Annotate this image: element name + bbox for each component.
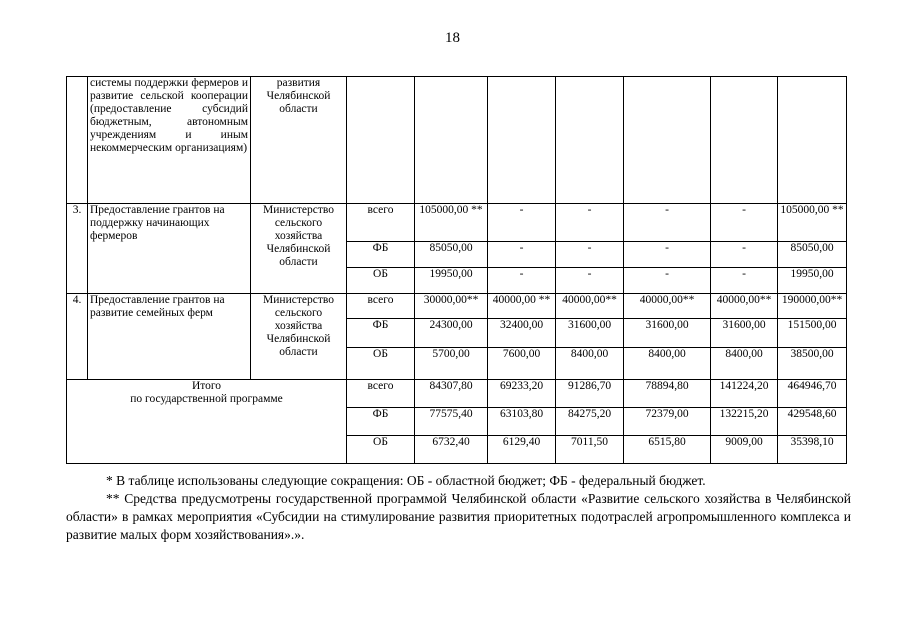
- value-cell: -: [556, 204, 624, 242]
- executor-cell: Министерство сельского хозяйства Челябинской области: [251, 294, 347, 380]
- empty-cell: [488, 77, 556, 204]
- page-number: 18: [445, 30, 460, 46]
- value-cell: 84307,80: [415, 380, 488, 408]
- value-cell: 31600,00: [711, 319, 778, 348]
- executor-cell: Министерство сельского хозяйства Челябинской области: [251, 204, 347, 294]
- table-row-total: [67, 380, 847, 408]
- value-cell: -: [556, 268, 624, 294]
- value-cell: 30000,00**: [415, 294, 488, 319]
- total-label-line2: по государственной программе: [130, 393, 283, 405]
- budget-kind: ФБ: [347, 408, 415, 436]
- footnotes: [66, 472, 851, 544]
- value-cell: 105000,00 **: [415, 204, 488, 242]
- value-cell: 6129,40: [488, 436, 556, 464]
- value-cell: 8400,00: [556, 348, 624, 380]
- value-cell: -: [711, 242, 778, 268]
- value-cell: 69233,20: [488, 380, 556, 408]
- value-cell: 7600,00: [488, 348, 556, 380]
- value-cell: 40000,00**: [624, 294, 711, 319]
- row-number-cell: [67, 77, 88, 204]
- budget-kind: всего: [347, 294, 415, 319]
- value-cell: -: [556, 242, 624, 268]
- budget-kind: ФБ: [347, 319, 415, 348]
- value-cell: -: [711, 268, 778, 294]
- footnote-funding-source: ** Средства предусмотрены государственной программой Челябинской области «Развитие сельского хозяйства в Челябинской области» в рамках мероприятия «Субсидии на стимулирование развития приоритетных подотраслей агропромышленного комплекса и развитие малых форм хозяйствования».».: [66, 491, 851, 542]
- empty-cell: [711, 77, 778, 204]
- value-cell: -: [488, 242, 556, 268]
- measure-description: Предоставление грантов на развитие семейных ферм: [88, 294, 251, 380]
- row-number: 4.: [67, 294, 88, 380]
- empty-cell: [347, 77, 415, 204]
- value-cell: 6732,40: [415, 436, 488, 464]
- budget-kind: всего: [347, 204, 415, 242]
- value-cell: 19950,00: [415, 268, 488, 294]
- value-cell: 31600,00: [556, 319, 624, 348]
- value-cell: 72379,00: [624, 408, 711, 436]
- table-row: [67, 294, 847, 319]
- budget-kind: всего: [347, 380, 415, 408]
- table-row-continuation: [67, 77, 847, 204]
- value-cell: -: [711, 204, 778, 242]
- empty-cell: [778, 77, 847, 204]
- budget-kind: ФБ: [347, 242, 415, 268]
- value-cell: 78894,80: [624, 380, 711, 408]
- value-cell: 8400,00: [624, 348, 711, 380]
- value-cell: 7011,50: [556, 436, 624, 464]
- value-cell: 38500,00: [778, 348, 847, 380]
- value-cell: 32400,00: [488, 319, 556, 348]
- budget-kind: ОБ: [347, 268, 415, 294]
- value-cell: 19950,00: [778, 268, 847, 294]
- table-row: [67, 204, 847, 242]
- value-cell: 8400,00: [711, 348, 778, 380]
- value-cell: 429548,60: [778, 408, 847, 436]
- value-cell: 40000,00**: [711, 294, 778, 319]
- total-label: [67, 380, 347, 464]
- value-cell: 464946,70: [778, 380, 847, 408]
- value-cell: 85050,00: [415, 242, 488, 268]
- value-cell: 5700,00: [415, 348, 488, 380]
- row-number: 3.: [67, 204, 88, 294]
- value-cell: 40000,00 **: [488, 294, 556, 319]
- value-cell: 105000,00 **: [778, 204, 847, 242]
- value-cell: 24300,00: [415, 319, 488, 348]
- value-cell: 141224,20: [711, 380, 778, 408]
- value-cell: 9009,00: [711, 436, 778, 464]
- value-cell: 151500,00: [778, 319, 847, 348]
- budget-kind: ОБ: [347, 436, 415, 464]
- value-cell: -: [488, 268, 556, 294]
- value-cell: -: [488, 204, 556, 242]
- value-cell: 31600,00: [624, 319, 711, 348]
- value-cell: 91286,70: [556, 380, 624, 408]
- empty-cell: [556, 77, 624, 204]
- measure-description: системы поддержки фермеров и развитие сельской кооперации (предоставление субсидий бюджетным, автономным учреждениям и иным некоммерческим организациям): [88, 77, 251, 204]
- budget-table: [66, 76, 847, 464]
- footnote-abbreviations: * В таблице использованы следующие сокращения: ОБ - областной бюджет; ФБ - федеральный бюджет.: [106, 473, 706, 488]
- value-cell: -: [624, 268, 711, 294]
- value-cell: 6515,80: [624, 436, 711, 464]
- value-cell: 40000,00**: [556, 294, 624, 319]
- value-cell: 190000,00**: [778, 294, 847, 319]
- value-cell: 132215,20: [711, 408, 778, 436]
- value-cell: 63103,80: [488, 408, 556, 436]
- value-cell: -: [624, 242, 711, 268]
- value-cell: 85050,00: [778, 242, 847, 268]
- value-cell: -: [624, 204, 711, 242]
- budget-kind: ОБ: [347, 348, 415, 380]
- value-cell: 35398,10: [778, 436, 847, 464]
- value-cell: 84275,20: [556, 408, 624, 436]
- measure-description: Предоставление грантов на поддержку начинающих фермеров: [88, 204, 251, 294]
- value-cell: 77575,40: [415, 408, 488, 436]
- empty-cell: [415, 77, 488, 204]
- total-label-line1: Итого: [191, 380, 222, 392]
- executor-cell: развития Челябинской области: [251, 77, 347, 204]
- empty-cell: [624, 77, 711, 204]
